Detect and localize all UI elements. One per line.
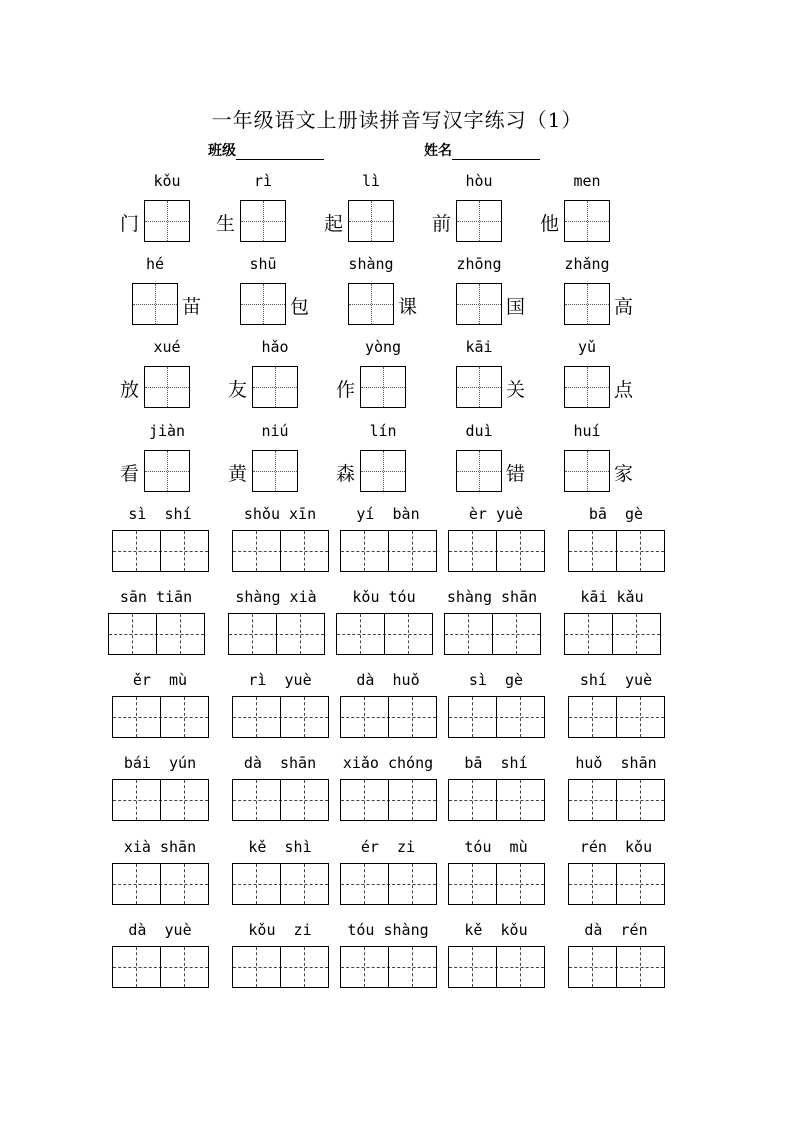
word-writing-box[interactable] (448, 530, 545, 572)
class-blank[interactable] (236, 145, 324, 160)
word-writing-box[interactable] (232, 863, 329, 905)
word-writing-box[interactable] (568, 946, 665, 988)
word-pinyin-label: dà yuè (128, 921, 192, 939)
word-writing-box[interactable] (444, 613, 541, 655)
pinyin-label: hé (145, 255, 165, 273)
writing-box[interactable] (456, 283, 502, 325)
pinyin-label: zhǎng (564, 255, 610, 273)
word-writing-box[interactable] (448, 863, 545, 905)
pinyin-label: men (573, 172, 601, 190)
word-writing-box[interactable] (340, 530, 437, 572)
word-pinyin-label: bā gè (588, 505, 644, 523)
word-writing-box[interactable] (564, 613, 661, 655)
pinyin-label: niú (261, 422, 289, 440)
pinyin-label: duì (465, 422, 493, 440)
word-pinyin-label: xiǎo chóng (342, 754, 434, 772)
pinyin-label: kāi (465, 338, 493, 356)
given-character: 作 (336, 379, 356, 401)
name-field[interactable] (424, 140, 540, 160)
pinyin-label: hòu (465, 172, 493, 190)
word-pinyin-label: dà huǒ (356, 671, 420, 689)
writing-box[interactable] (456, 366, 502, 408)
writing-box[interactable] (240, 200, 286, 242)
given-character: 课 (398, 296, 418, 318)
page-title: 一年级语文上册读拼音写汉字练习（1） (211, 108, 583, 132)
word-pinyin-label: kě shì (248, 838, 312, 856)
pinyin-label: hǎo (261, 338, 289, 356)
word-pinyin-label: èr yuè (468, 505, 524, 523)
word-pinyin-label: kě kǒu (464, 921, 528, 939)
pinyin-label: shū (249, 255, 277, 273)
pinyin-label: huí (573, 422, 601, 440)
writing-box[interactable] (132, 283, 178, 325)
word-pinyin-label: dà rén (584, 921, 648, 939)
word-pinyin-label: sì shí (128, 505, 192, 523)
word-pinyin-label: rén kǒu (579, 838, 653, 856)
word-writing-box[interactable] (232, 779, 329, 821)
writing-box[interactable] (240, 283, 286, 325)
word-writing-box[interactable] (112, 779, 209, 821)
given-character: 家 (614, 463, 634, 485)
word-writing-box[interactable] (568, 779, 665, 821)
pinyin-label: shàng (348, 255, 394, 273)
word-writing-box[interactable] (112, 863, 209, 905)
given-character: 前 (432, 213, 452, 235)
given-character: 放 (120, 379, 140, 401)
word-pinyin-label: kǒu zi (248, 921, 312, 939)
given-character: 错 (506, 463, 526, 485)
class-label: 班级 (208, 143, 236, 159)
writing-box[interactable] (456, 200, 502, 242)
word-writing-box[interactable] (568, 530, 665, 572)
pinyin-label: jiàn (148, 422, 186, 440)
word-writing-box[interactable] (112, 530, 209, 572)
writing-box[interactable] (360, 366, 406, 408)
word-writing-box[interactable] (340, 863, 437, 905)
name-blank[interactable] (452, 145, 540, 160)
word-pinyin-label: sì gè (468, 671, 524, 689)
writing-box[interactable] (144, 450, 190, 492)
word-writing-box[interactable] (568, 696, 665, 738)
pinyin-label: xué (153, 338, 181, 356)
writing-box[interactable] (144, 366, 190, 408)
given-character: 苗 (182, 296, 202, 318)
given-character: 点 (614, 379, 634, 401)
writing-box[interactable] (348, 200, 394, 242)
word-writing-box[interactable] (232, 946, 329, 988)
word-pinyin-label: kǒu tóu (352, 588, 416, 606)
word-pinyin-label: xià shān (123, 838, 197, 856)
word-pinyin-label: ěr mù (132, 671, 188, 689)
word-pinyin-label: shǒu xīn (243, 505, 317, 523)
given-character: 关 (506, 379, 526, 401)
class-field[interactable] (208, 140, 324, 160)
writing-box[interactable] (564, 283, 610, 325)
word-pinyin-label: tóu mù (464, 838, 528, 856)
word-writing-box[interactable] (340, 779, 437, 821)
writing-box[interactable] (348, 283, 394, 325)
writing-box[interactable] (252, 366, 298, 408)
word-pinyin-label: shàng xià (235, 588, 317, 606)
given-character: 生 (216, 213, 236, 235)
word-pinyin-label: sān tiān (119, 588, 193, 606)
writing-box[interactable] (456, 450, 502, 492)
writing-box[interactable] (144, 200, 190, 242)
word-writing-box[interactable] (336, 613, 433, 655)
writing-box[interactable] (564, 200, 610, 242)
word-writing-box[interactable] (448, 946, 545, 988)
word-writing-box[interactable] (112, 696, 209, 738)
pinyin-label: rì (253, 172, 273, 190)
word-pinyin-label: shàng shān (446, 588, 538, 606)
pinyin-label: lín (369, 422, 397, 440)
pinyin-label: lì (361, 172, 381, 190)
writing-box[interactable] (564, 450, 610, 492)
word-writing-box[interactable] (448, 779, 545, 821)
writing-box[interactable] (564, 366, 610, 408)
word-pinyin-label: yí bàn (356, 505, 420, 523)
given-character: 门 (120, 213, 140, 235)
word-pinyin-label: ér zi (360, 838, 416, 856)
given-character: 包 (290, 296, 310, 318)
given-character: 他 (540, 213, 560, 235)
word-pinyin-label: bā shí (464, 754, 528, 772)
word-pinyin-label: rì yuè (248, 671, 312, 689)
word-writing-box[interactable] (112, 946, 209, 988)
word-writing-box[interactable] (340, 946, 437, 988)
word-writing-box[interactable] (568, 863, 665, 905)
word-pinyin-label: huǒ shān (575, 754, 657, 772)
given-character: 看 (120, 463, 140, 485)
word-writing-box[interactable] (232, 530, 329, 572)
word-writing-box[interactable] (108, 613, 205, 655)
word-writing-box[interactable] (232, 696, 329, 738)
given-character: 起 (324, 213, 344, 235)
given-character: 国 (506, 296, 526, 318)
word-pinyin-label: dà shān (243, 754, 317, 772)
given-character: 友 (228, 379, 248, 401)
word-pinyin-label: bái yún (123, 754, 197, 772)
word-writing-box[interactable] (340, 696, 437, 738)
writing-box[interactable] (360, 450, 406, 492)
name-label: 姓名 (424, 143, 452, 159)
word-writing-box[interactable] (448, 696, 545, 738)
pinyin-label: kǒu (153, 172, 181, 190)
pinyin-label: yǔ (577, 338, 597, 356)
word-pinyin-label: kāi kǎu (580, 588, 644, 606)
given-character: 黄 (228, 463, 248, 485)
writing-box[interactable] (252, 450, 298, 492)
word-pinyin-label: shí yuè (579, 671, 653, 689)
pinyin-label: yòng (364, 338, 402, 356)
word-pinyin-label: tóu shàng (347, 921, 429, 939)
given-character: 森 (336, 463, 356, 485)
pinyin-label: zhōng (456, 255, 502, 273)
word-writing-box[interactable] (228, 613, 325, 655)
given-character: 高 (614, 296, 634, 318)
